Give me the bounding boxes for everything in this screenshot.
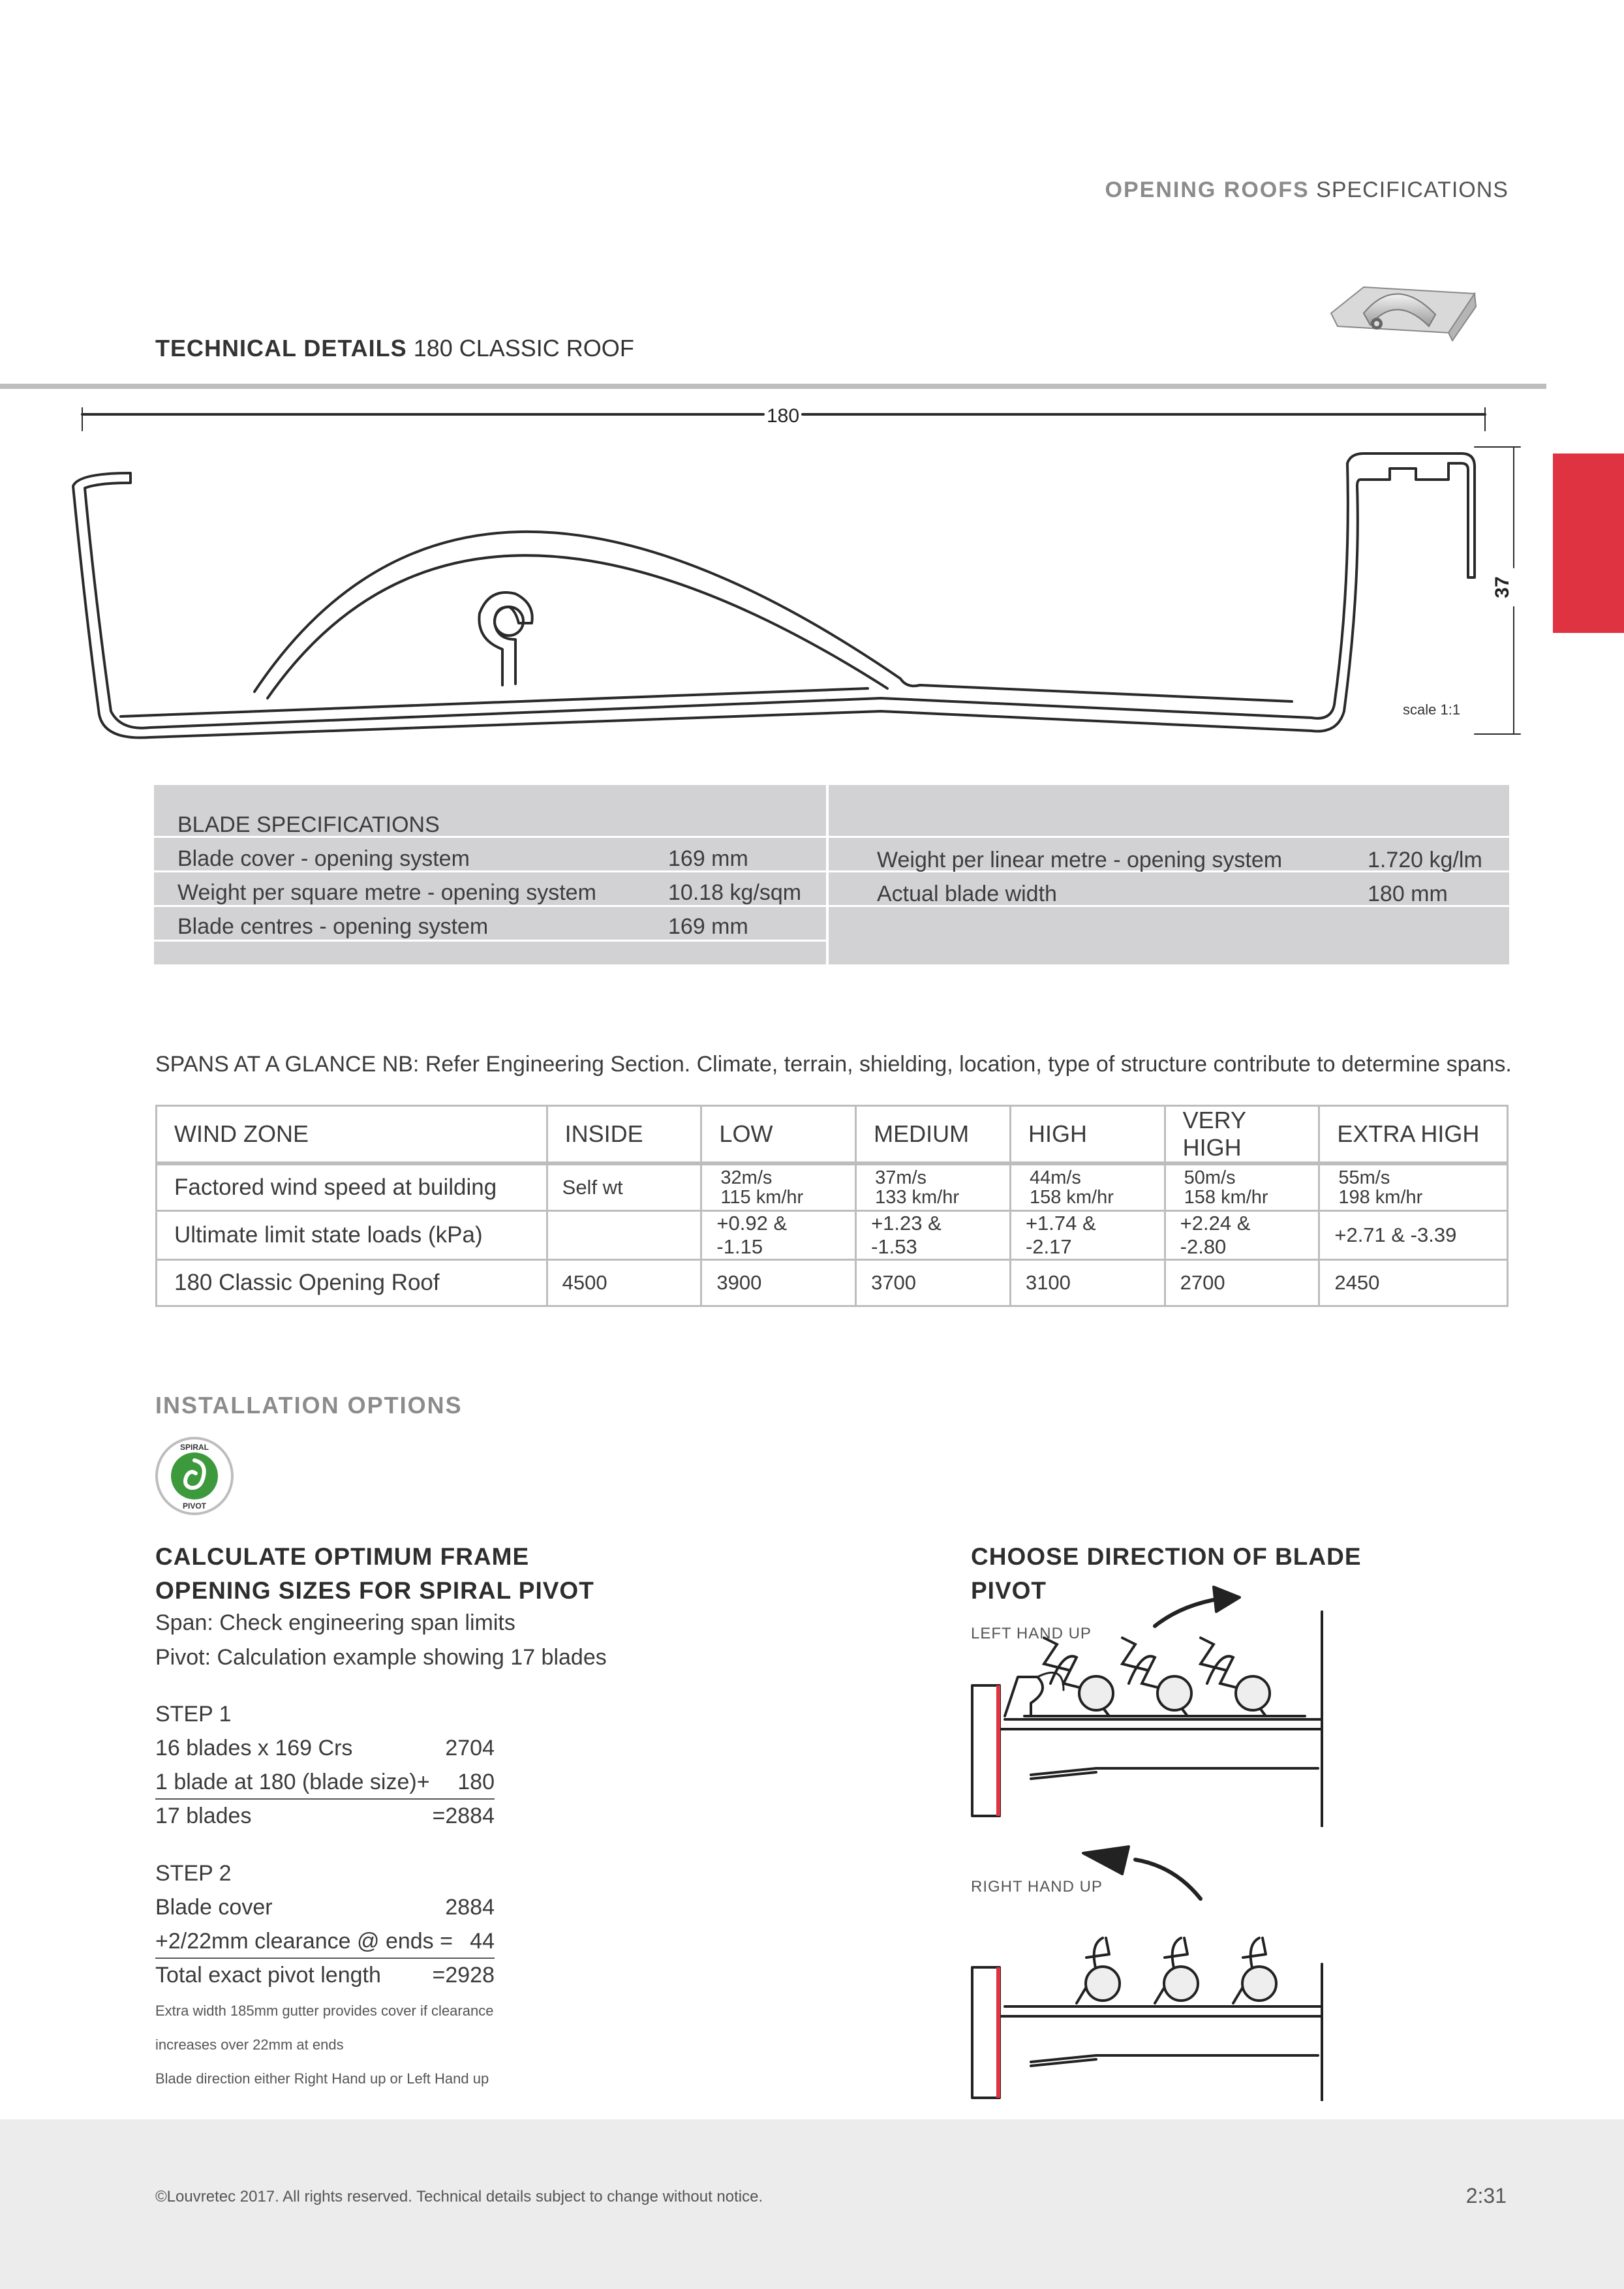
spec-heading: BLADE SPECIFICATIONS [177,812,440,837]
step1-title: STEP 1 [155,1702,232,1727]
copyright-text: ©Louvretec 2017. All rights reserved. Technical details subject to change without notice. [155,2188,763,2205]
speed-ms: 37m/s [875,1167,927,1188]
table-cell: Self wt [547,1163,701,1211]
spec-label: Weight per linear metre - opening system [877,848,1283,872]
spec-label: Blade cover - opening system [177,846,470,871]
calc-footnote: Extra width 185mm gutter provides cover if clearance [155,2003,494,2019]
spec-rule [154,940,826,942]
calc-footnote: Blade direction either Right Hand up or Left Hand up [155,2070,489,2087]
calc-label: 16 blades x 169 Crs [155,1736,353,1760]
calc-row [155,1929,495,1959]
table-row [157,1211,1508,1260]
spec-label: Blade centres - opening system [177,914,489,939]
spec-label: Weight per square metre - opening system [177,880,596,905]
spec-value: 169 mm [668,914,748,939]
speed-ms: 44m/s [1029,1167,1081,1188]
spec-value: 169 mm [668,846,748,871]
table-cell: +2.24 & -2.80 [1165,1211,1319,1260]
calc-label: 17 blades [155,1804,252,1828]
calc-title [155,1540,594,1608]
table-cell: 3900 [701,1260,856,1306]
table-cell: +1.74 & -2.17 [1010,1211,1165,1260]
right-hand-up-diagram [966,1827,1331,2101]
left-hand-up-label: LEFT HAND UP [971,1625,1092,1642]
pivot-note: Pivot: Calculation example showing 17 blades [155,1645,607,1670]
calc-value: =2884 [432,1804,495,1828]
page-number: 2:31 [1465,2184,1507,2207]
calc-row [155,1736,495,1764]
spans-note: SPANS AT A GLANCE NB: Refer Engineering Section. Climate, terrain, shielding, location, type of structure contribute to determine spans. [155,1052,1512,1077]
speed-kmh: 158 km/hr [1029,1187,1114,1208]
column-header: HIGH [1010,1106,1165,1164]
calc-value: =2928 [432,1963,495,1988]
column-header: MEDIUM [856,1106,1011,1164]
right-hand-up-label: RIGHT HAND UP [971,1878,1103,1896]
table-cell: +0.92 & -1.15 [701,1211,856,1260]
table-cell [856,1163,1011,1211]
table-cell [1319,1163,1508,1211]
calc-label: Blade cover [155,1895,273,1920]
speed-ms: 55m/s [1338,1167,1390,1188]
calc-row [155,1770,495,1800]
table-row [157,1163,1508,1211]
section-title [155,335,634,362]
calc-title-line: CALCULATE OPTIMUM FRAME [155,1543,530,1570]
span-note: Span: Check engineering span limits [155,1610,515,1635]
speed-kmh: 115 km/hr [720,1187,804,1208]
table-cell: 2700 [1165,1260,1319,1306]
left-hand-up-diagram [966,1579,1331,1827]
spec-value: 10.18 kg/sqm [668,880,802,905]
section-title-rest: 180 CLASSIC ROOF [413,335,634,361]
table-header-row [157,1106,1508,1164]
logo-text-top: SPIRAL [179,1443,209,1452]
spec-label: Actual blade width [877,882,1057,906]
table-cell [701,1163,856,1211]
step2-title: STEP 2 [155,1861,232,1886]
spiral-pivot-logo [154,1436,235,1516]
title-rule [0,384,1546,389]
spec-value: 1.720 kg/lm [1368,848,1482,872]
table-cell: 4500 [547,1260,701,1306]
speed-ms: 32m/s [720,1167,773,1188]
blade-thumbnail-image [1325,274,1481,352]
header-rest: SPECIFICATIONS [1316,177,1509,202]
calc-title-line: OPENING SIZES FOR SPIRAL PIVOT [155,1577,594,1604]
calc-row [155,1895,495,1924]
blade-sketch [1005,1672,1064,1716]
width-dimension: 180 [766,405,800,427]
speed-ms: 50m/s [1184,1167,1236,1188]
spec-rule [829,836,1509,838]
row-label: 180 Classic Opening Roof [157,1260,547,1306]
speed-kmh: 133 km/hr [875,1187,960,1208]
column-header: EXTRA HIGH [1319,1106,1508,1164]
direction-title-line: CHOOSE DIRECTION OF BLADE [971,1543,1362,1570]
calc-value: 2704 [445,1736,495,1760]
calc-footnote: increases over 22mm at ends [155,2036,344,2053]
blade-specs-table [154,785,1509,964]
table-cell: 3100 [1010,1260,1165,1306]
direction-title-line: PIVOT [971,1577,1047,1604]
installation-title: INSTALLATION OPTIONS [155,1392,463,1419]
height-dimension: 37 [1492,576,1513,598]
column-header: VERY HIGH [1165,1106,1319,1164]
table-cell: 3700 [856,1260,1011,1306]
column-header: LOW [701,1106,856,1164]
table-cell: +2.71 & -3.39 [1319,1211,1508,1260]
calc-value: 180 [457,1770,495,1794]
table-cell: +1.23 & -1.53 [856,1211,1011,1260]
calc-label: +2/22mm clearance @ ends = [155,1929,453,1954]
header-bold: OPENING ROOFS [1105,177,1310,202]
scale-label: scale 1:1 [1403,701,1461,718]
table-cell [547,1211,701,1260]
logo-text-bottom: PIVOT [182,1501,207,1511]
calc-value: 44 [470,1929,495,1954]
wind-zone-table [155,1105,1509,1307]
calc-row [155,1963,495,1991]
table-cell [1010,1163,1165,1211]
page-header [1105,177,1509,203]
calc-value: 2884 [445,1895,495,1920]
section-tab [1553,453,1624,633]
row-label: Factored wind speed at building [157,1163,547,1211]
calc-row [155,1804,495,1832]
speed-kmh: 158 km/hr [1184,1187,1268,1208]
calc-label: 1 blade at 180 (blade size)+ [155,1770,430,1794]
column-header: WIND ZONE [157,1106,547,1164]
table-cell: 2450 [1319,1260,1508,1306]
spec-divider [826,785,829,964]
blade-profile-drawing [59,392,1533,757]
table-row [157,1260,1508,1306]
speed-kmh: 198 km/hr [1338,1187,1423,1208]
table-cell [1165,1163,1319,1211]
row-label: Ultimate limit state loads (kPa) [157,1211,547,1260]
column-header: INSIDE [547,1106,701,1164]
spec-value: 180 mm [1368,882,1448,906]
calc-label: Total exact pivot length [155,1963,381,1988]
section-title-bold: TECHNICAL DETAILS [155,335,407,361]
